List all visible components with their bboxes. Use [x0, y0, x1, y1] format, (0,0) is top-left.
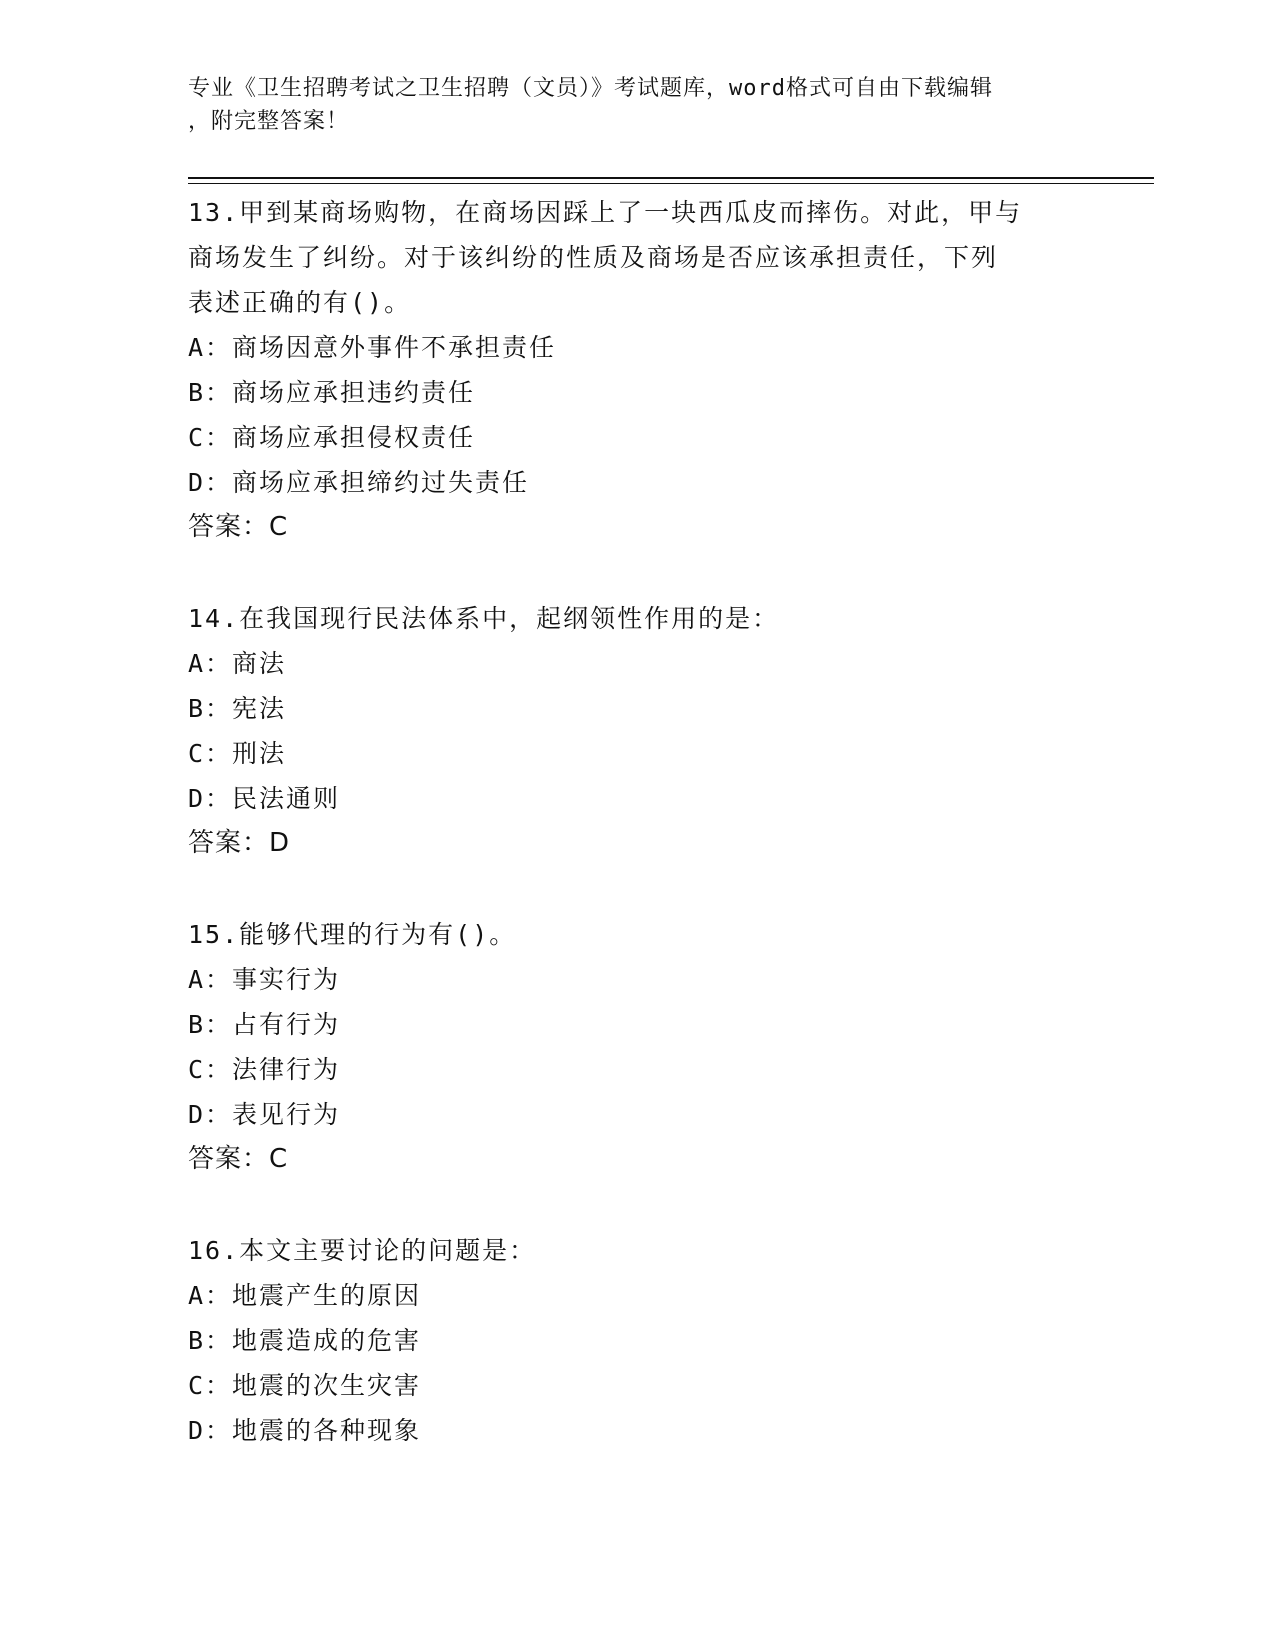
- option-d: D：民法通则: [188, 784, 341, 813]
- option-d: D：商场应承担缔约过失责任: [188, 468, 530, 497]
- option-d: D：地震的各种现象: [188, 1416, 422, 1445]
- answer: 答案：D: [188, 828, 291, 858]
- question-stem-line: 商场发生了纠纷。对于该纠纷的性质及商场是否应该承担责任，下列: [188, 243, 999, 272]
- option-b: B：宪法: [188, 694, 287, 723]
- question-stem-line: 表述正确的有()。: [188, 288, 412, 317]
- option-d: D：表见行为: [188, 1100, 341, 1129]
- question-13: [188, 190, 1088, 550]
- question-16: [188, 1228, 1088, 1453]
- header-divider-thick: [188, 177, 1154, 179]
- answer: 答案：C: [188, 512, 289, 542]
- question-stem-line: 16.本文主要讨论的问题是：: [188, 1236, 537, 1265]
- option-b: B：地震造成的危害: [188, 1326, 422, 1355]
- option-c: C：商场应承担侵权责任: [188, 423, 476, 452]
- answer: 答案：C: [188, 1144, 289, 1174]
- question-stem-line: 15.能够代理的行为有()。: [188, 920, 517, 949]
- option-b: B：商场应承担违约责任: [188, 378, 476, 407]
- option-c: C：地震的次生灾害: [188, 1371, 422, 1400]
- option-a: A：事实行为: [188, 965, 341, 994]
- question-stem-line: 13.甲到某商场购物，在商场因踩上了一块西瓜皮而摔伤。对此，甲与: [188, 198, 1023, 227]
- option-a: A：地震产生的原因: [188, 1281, 422, 1310]
- option-c: C：刑法: [188, 739, 287, 768]
- header-line-2: ，附完整答案！: [188, 109, 350, 134]
- option-a: A：商法: [188, 649, 287, 678]
- option-b: B：占有行为: [188, 1010, 341, 1039]
- question-list: [188, 190, 1088, 1499]
- header-line-1: 专业《卫生招聘考试之卫生招聘（文员）》考试题库，word格式可自由下载编辑: [188, 76, 993, 101]
- document-header: [188, 72, 1068, 138]
- header-divider-thin: [188, 183, 1154, 184]
- question-15: [188, 912, 1088, 1182]
- question-14: [188, 596, 1088, 866]
- option-c: C：法律行为: [188, 1055, 341, 1084]
- option-a: A：商场因意外事件不承担责任: [188, 333, 557, 362]
- question-stem-line: 14.在我国现行民法体系中，起纲领性作用的是：: [188, 604, 780, 633]
